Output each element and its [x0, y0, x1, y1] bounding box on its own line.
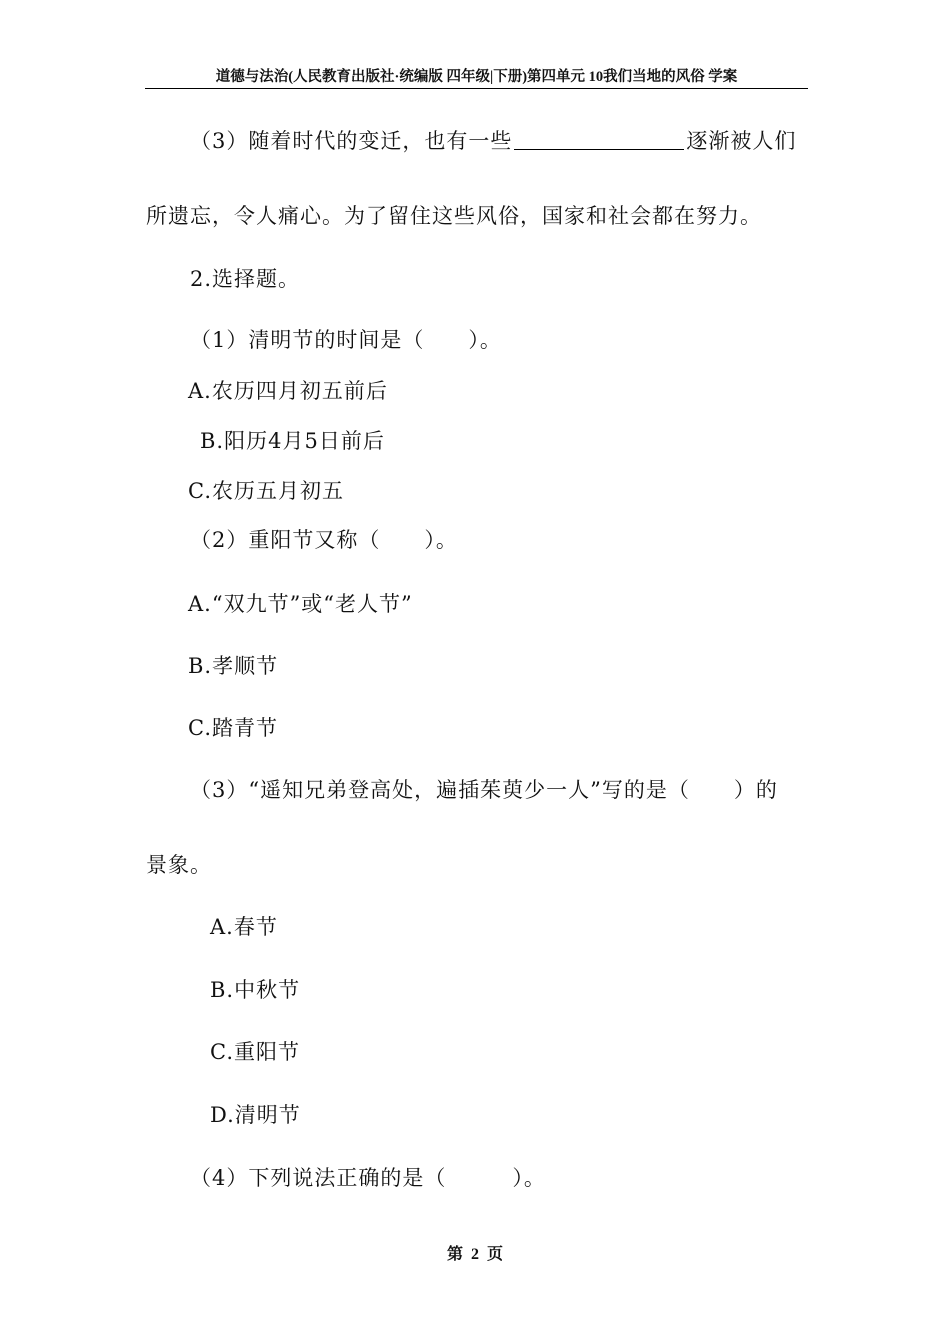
question-2-1-option-c: C.农历五月初五 [188, 479, 344, 503]
answer-blank [514, 127, 684, 150]
question-2-4-stem: （4）下列说法正确的是（ ）。 [190, 1166, 546, 1190]
question-2-3-option-c: C.重阳节 [210, 1040, 300, 1064]
question-2-3-stem: （3）“遥知兄弟登高处，遍插茱萸少一人”写的是（ ）的 [190, 778, 778, 802]
question-1-3 [190, 126, 796, 156]
question-2-2-option-a: A.“双九节”或“老人节” [188, 592, 413, 616]
question-1-3-prefix: （3）随着时代的变迁，也有一些 [190, 129, 513, 153]
header-title: 道德与法治(人民教育出版社·统编版 四年级|下册)第四单元 10我们当地的风俗 学案 [215, 69, 738, 85]
question-2-2-option-b: B.孝顺节 [188, 654, 279, 678]
page-number: 2 [471, 1246, 479, 1263]
question-1-3-continuation: 所遗忘，令人痛心。为了留住这些风俗，国家和社会都在努力。 [146, 204, 762, 228]
question-2-1-stem: （1）清明节的时间是（ ）。 [190, 328, 502, 352]
question-2-3-option-a: A.春节 [210, 915, 278, 939]
question-2-3-stem-continuation: 景象。 [146, 853, 212, 877]
question-2-2-stem: （2）重阳节又称（ ）。 [190, 528, 458, 552]
question-2-1-option-b: B.阳历4月5日前后 [200, 429, 385, 453]
footer-prefix: 第 [446, 1246, 463, 1263]
page-footer [0, 1245, 950, 1265]
question-2-2-option-c: C.踏青节 [188, 716, 278, 740]
question-2-3-option-b: B.中秋节 [210, 978, 301, 1002]
page-header [145, 66, 808, 89]
question-2-1-option-a: A.农历四月初五前后 [188, 379, 388, 403]
question-2-3-option-d: D.清明节 [210, 1103, 301, 1127]
question-1-3-suffix: 逐渐被人们 [686, 129, 797, 153]
section-2-title: 2.选择题。 [190, 267, 301, 291]
footer-suffix: 页 [487, 1246, 504, 1263]
